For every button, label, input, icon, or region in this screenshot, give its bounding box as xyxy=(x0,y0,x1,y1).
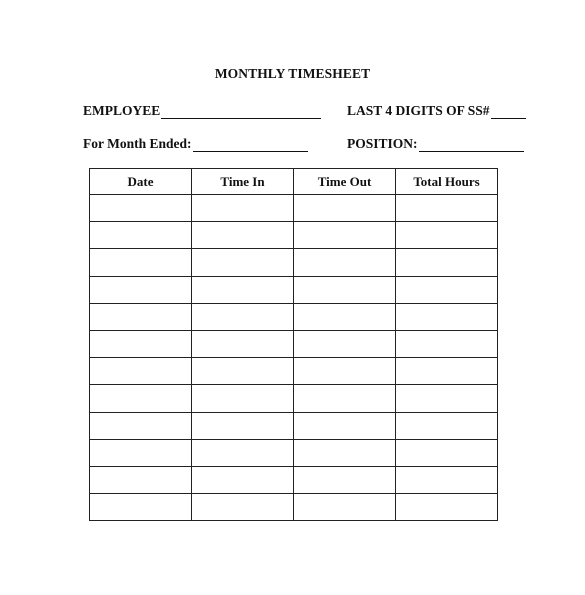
cell-time-out[interactable] xyxy=(294,494,396,521)
cell-time-in[interactable] xyxy=(192,249,294,276)
cell-total-hours[interactable] xyxy=(396,494,498,521)
ss-label: LAST 4 DIGITS OF SS# xyxy=(347,103,490,118)
cell-date[interactable] xyxy=(90,494,192,521)
header-total-hours: Total Hours xyxy=(396,169,498,195)
employee-input-line[interactable] xyxy=(161,104,321,119)
cell-time-out[interactable] xyxy=(294,330,396,357)
cell-time-in[interactable] xyxy=(192,303,294,330)
cell-date[interactable] xyxy=(90,358,192,385)
employee-label: EMPLOYEE xyxy=(83,103,161,118)
cell-time-in[interactable] xyxy=(192,494,294,521)
table-row xyxy=(90,494,498,521)
cell-date[interactable] xyxy=(90,276,192,303)
cell-total-hours[interactable] xyxy=(396,222,498,249)
cell-total-hours[interactable] xyxy=(396,439,498,466)
table-row xyxy=(90,330,498,357)
table-row xyxy=(90,439,498,466)
cell-total-hours[interactable] xyxy=(396,195,498,222)
cell-time-out[interactable] xyxy=(294,249,396,276)
ss-field xyxy=(347,103,526,119)
cell-date[interactable] xyxy=(90,195,192,222)
cell-total-hours[interactable] xyxy=(396,249,498,276)
cell-time-in[interactable] xyxy=(192,439,294,466)
cell-date[interactable] xyxy=(90,466,192,493)
cell-total-hours[interactable] xyxy=(396,412,498,439)
timesheet-table xyxy=(89,168,498,521)
cell-time-in[interactable] xyxy=(192,276,294,303)
cell-time-out[interactable] xyxy=(294,412,396,439)
cell-time-in[interactable] xyxy=(192,358,294,385)
cell-time-out[interactable] xyxy=(294,276,396,303)
header-time-in: Time In xyxy=(192,169,294,195)
position-label: POSITION: xyxy=(347,136,418,151)
cell-date[interactable] xyxy=(90,303,192,330)
cell-time-out[interactable] xyxy=(294,195,396,222)
month-ended-label: For Month Ended: xyxy=(83,136,192,151)
cell-time-out[interactable] xyxy=(294,303,396,330)
table-row xyxy=(90,412,498,439)
cell-date[interactable] xyxy=(90,222,192,249)
table-header-row xyxy=(90,169,498,195)
timesheet-body xyxy=(90,195,498,521)
table-row xyxy=(90,276,498,303)
cell-date[interactable] xyxy=(90,330,192,357)
table-row xyxy=(90,249,498,276)
table-row xyxy=(90,195,498,222)
cell-date[interactable] xyxy=(90,385,192,412)
cell-date[interactable] xyxy=(90,412,192,439)
cell-time-in[interactable] xyxy=(192,222,294,249)
cell-time-in[interactable] xyxy=(192,385,294,412)
header-date: Date xyxy=(90,169,192,195)
ss-input-line[interactable] xyxy=(491,104,526,119)
position-field xyxy=(347,136,524,152)
cell-total-hours[interactable] xyxy=(396,466,498,493)
cell-time-in[interactable] xyxy=(192,466,294,493)
cell-total-hours[interactable] xyxy=(396,330,498,357)
page-title: MONTHLY TIMESHEET xyxy=(214,66,371,81)
table-row xyxy=(90,303,498,330)
month-ended-field xyxy=(83,136,308,152)
cell-time-out[interactable] xyxy=(294,466,396,493)
employee-field xyxy=(83,103,321,119)
month-ended-input-line[interactable] xyxy=(193,137,308,152)
cell-time-in[interactable] xyxy=(192,330,294,357)
cell-time-out[interactable] xyxy=(294,385,396,412)
cell-date[interactable] xyxy=(90,439,192,466)
cell-date[interactable] xyxy=(90,249,192,276)
cell-time-out[interactable] xyxy=(294,222,396,249)
table-row xyxy=(90,358,498,385)
cell-total-hours[interactable] xyxy=(396,385,498,412)
cell-total-hours[interactable] xyxy=(396,358,498,385)
table-row xyxy=(90,222,498,249)
table-row xyxy=(90,385,498,412)
cell-time-in[interactable] xyxy=(192,195,294,222)
cell-time-out[interactable] xyxy=(294,358,396,385)
table-row xyxy=(90,466,498,493)
cell-time-out[interactable] xyxy=(294,439,396,466)
cell-total-hours[interactable] xyxy=(396,303,498,330)
header-time-out: Time Out xyxy=(294,169,396,195)
cell-time-in[interactable] xyxy=(192,412,294,439)
position-input-line[interactable] xyxy=(419,137,524,152)
cell-total-hours[interactable] xyxy=(396,276,498,303)
